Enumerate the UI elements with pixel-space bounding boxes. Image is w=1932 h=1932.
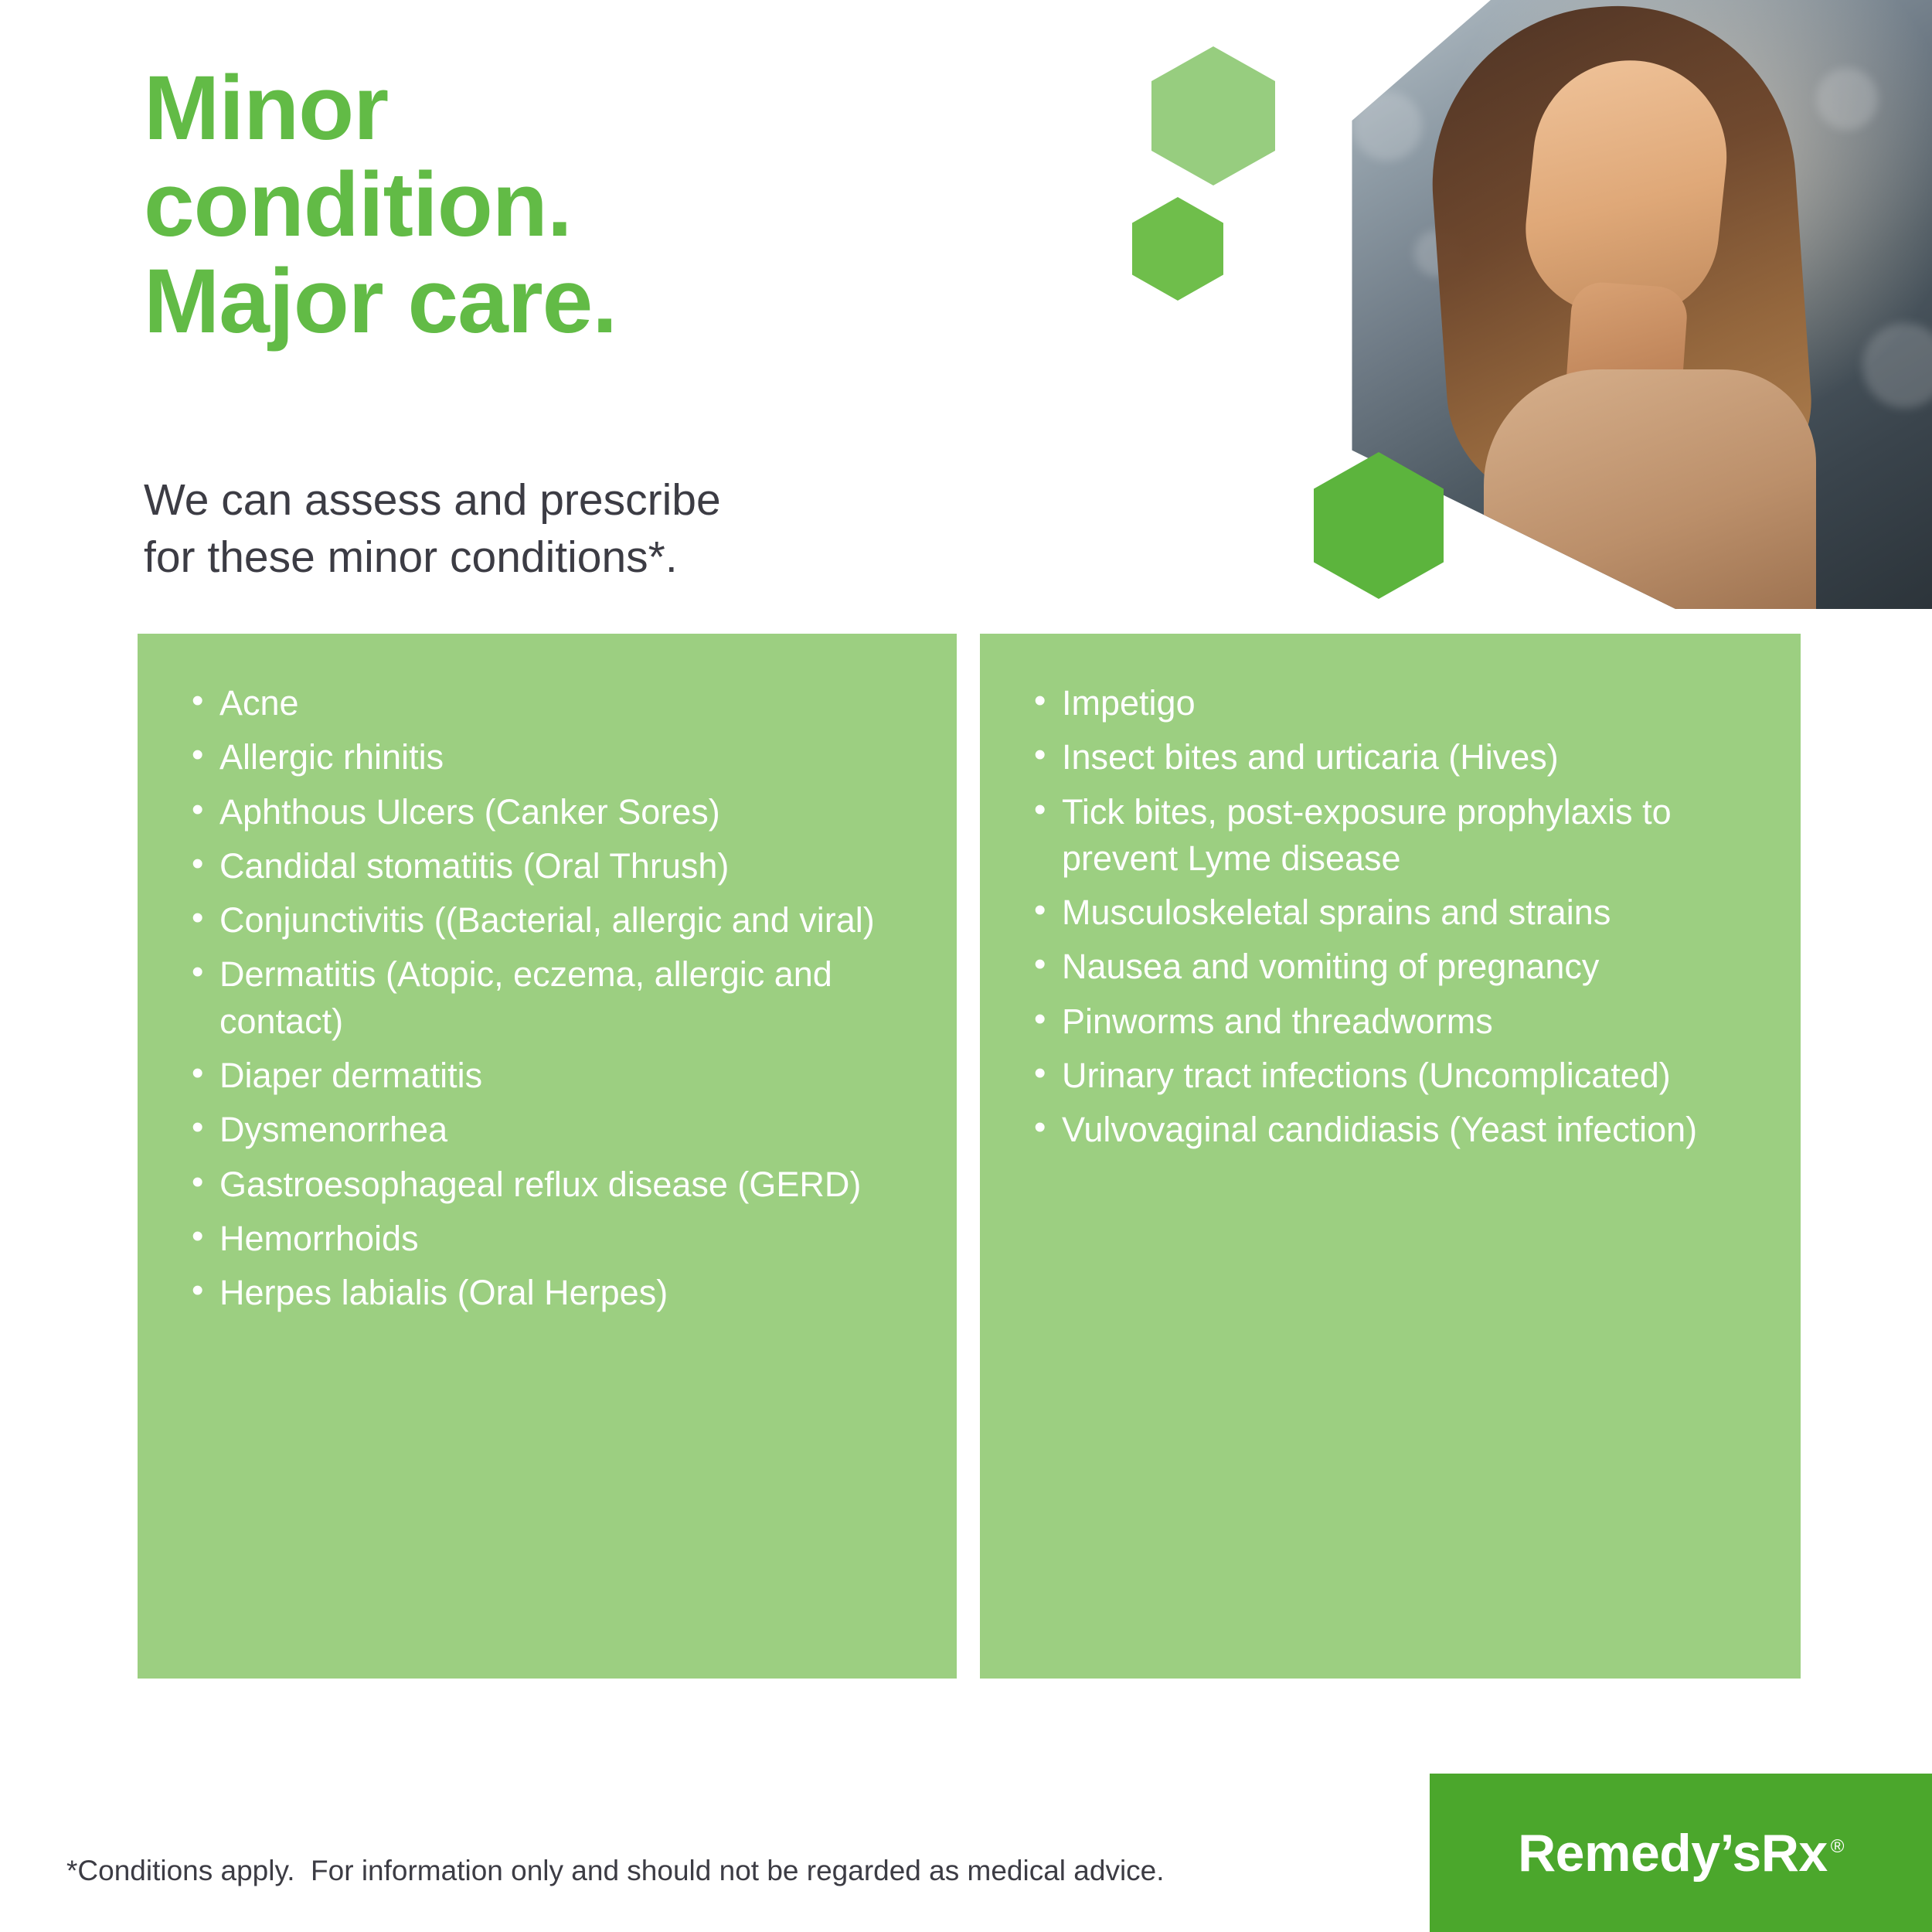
list-item: • Dermatitis (Atopic, eczema, allergic and contact) bbox=[189, 951, 920, 1045]
list-item: • Tick bites, post-exposure prophylaxis to prevent Lyme disease bbox=[1031, 789, 1764, 883]
list-item: • Gastroesophageal reflux disease (GERD) bbox=[189, 1162, 920, 1208]
subheading-line-2: for these minor conditions*. bbox=[144, 532, 678, 583]
conditions-panel-left bbox=[138, 634, 957, 1679]
registered-trademark-icon: ® bbox=[1830, 1835, 1844, 1857]
list-item: • Musculoskeletal sprains and strains bbox=[1031, 889, 1764, 936]
list-item: • Hemorrhoids bbox=[189, 1216, 920, 1262]
brand-logo-text bbox=[1518, 1823, 1844, 1883]
list-item: • Urinary tract infections (Uncomplicated) bbox=[1031, 1053, 1764, 1099]
list-item: • Diaper dermatitis bbox=[189, 1053, 920, 1099]
bokeh-light bbox=[1816, 68, 1878, 130]
headline-line-1: Minor bbox=[144, 57, 389, 159]
list-item: • Candidal stomatitis (Oral Thrush) bbox=[189, 843, 920, 889]
list-item: • Allergic rhinitis bbox=[189, 734, 920, 781]
bokeh-light bbox=[1352, 91, 1422, 161]
subheading-line-1: We can assess and prescribe bbox=[144, 475, 721, 525]
hexagon-icon bbox=[1151, 46, 1275, 185]
list-item: • Aphthous Ulcers (Canker Sores) bbox=[189, 789, 920, 835]
headline-line-3: Major care. bbox=[144, 250, 617, 353]
conditions-list-left bbox=[138, 634, 957, 1317]
list-item: • Dysmenorrhea bbox=[189, 1107, 920, 1153]
list-item: • Insect bites and urticaria (Hives) bbox=[1031, 734, 1764, 781]
list-item: • Impetigo bbox=[1031, 680, 1764, 726]
headline-line-2: condition. bbox=[144, 154, 572, 257]
photo-sweater bbox=[1484, 369, 1816, 609]
bokeh-light bbox=[1862, 323, 1932, 408]
brand-logo bbox=[1430, 1774, 1932, 1932]
list-item: • Nausea and vomiting of pregnancy bbox=[1031, 944, 1764, 990]
page-title bbox=[144, 57, 1032, 353]
list-item: • Vulvovaginal candidiasis (Yeast infection) bbox=[1031, 1107, 1764, 1153]
list-item: • Herpes labialis (Oral Herpes) bbox=[189, 1270, 920, 1316]
hexagon-icon bbox=[1132, 197, 1223, 301]
list-item: • Pinworms and threadworms bbox=[1031, 998, 1764, 1045]
brand-logo-name: Remedy’sRx bbox=[1518, 1823, 1828, 1883]
disclaimer-text: *Conditions apply. For information only and should not be regarded as medical advice. bbox=[66, 1855, 1165, 1886]
list-item: • Conjunctivitis ((Bacterial, allergic and viral) bbox=[189, 897, 920, 944]
conditions-panel-right bbox=[980, 634, 1801, 1679]
subheading bbox=[144, 471, 994, 586]
conditions-list-right bbox=[980, 634, 1801, 1154]
list-item: • Acne bbox=[189, 680, 920, 726]
